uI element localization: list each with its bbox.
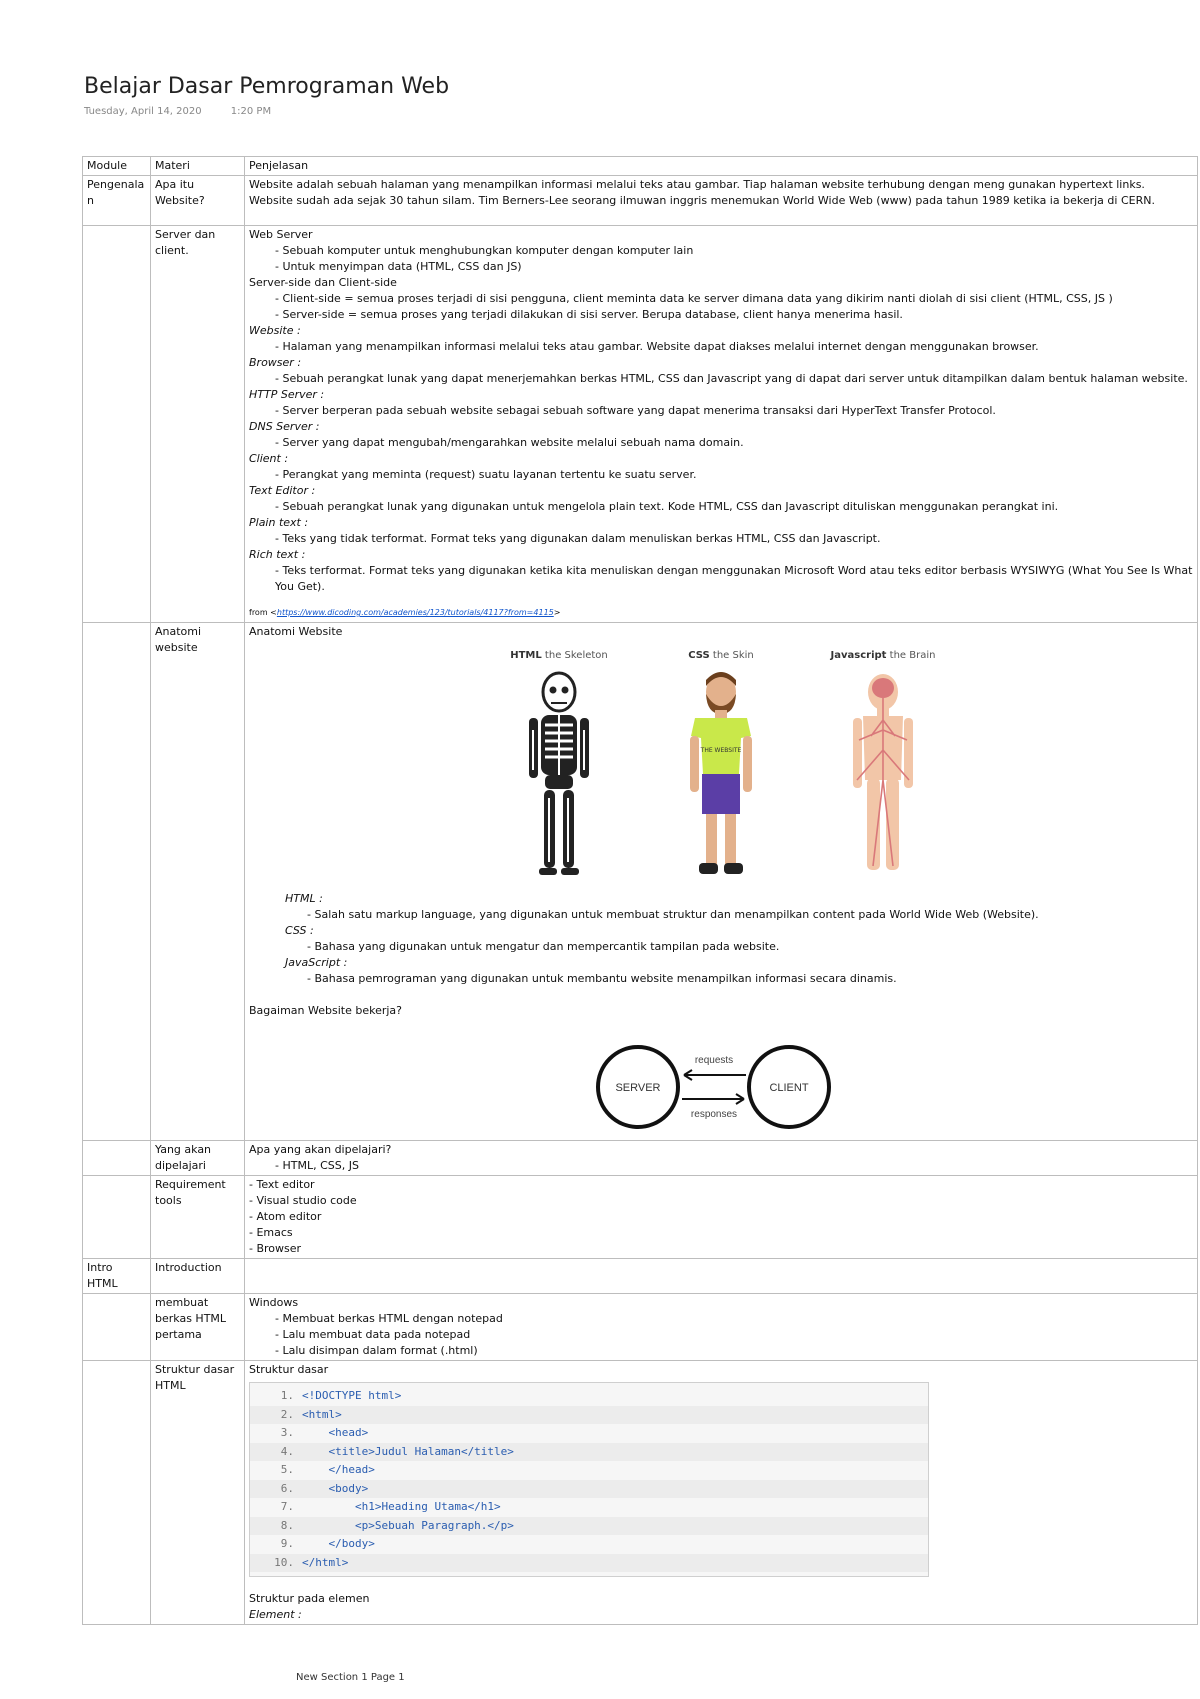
code-line bbox=[250, 1480, 928, 1499]
table-row bbox=[83, 1176, 1198, 1259]
materi-cell: Introduction bbox=[151, 1259, 245, 1294]
line-number: 3. bbox=[280, 1426, 294, 1439]
text-line: Struktur pada elemen bbox=[249, 1592, 370, 1605]
table-row bbox=[83, 1361, 1198, 1625]
text-line: - Atom editor bbox=[249, 1210, 322, 1223]
materi-cell: Apa itu Website? bbox=[151, 176, 245, 226]
col-header-materi: Materi bbox=[151, 157, 245, 176]
skeleton-illustration bbox=[511, 670, 607, 880]
page-date: Tuesday, April 14, 2020 bbox=[84, 106, 202, 117]
penjelasan-cell bbox=[245, 226, 1198, 623]
section-heading: Anatomi Website bbox=[249, 625, 343, 638]
figure-caption bbox=[491, 648, 627, 664]
penjelasan-cell bbox=[245, 1259, 1198, 1294]
text-line: - Emacs bbox=[249, 1226, 293, 1239]
text-line: - Teks yang tidak terformat. Format teks yang digunakan dalam menuliskan berkas HTML, CSS dan Javascript. bbox=[275, 532, 881, 545]
text-line: - Halaman yang menampilkan informasi melalui teks atau gambar. Website dapat diakses melalui internet dengan menggunakan browser. bbox=[275, 340, 1039, 353]
text-line: - Lalu membuat data pada notepad bbox=[275, 1328, 471, 1341]
client-server-diagram bbox=[249, 1037, 1193, 1137]
skin-illustration bbox=[673, 670, 769, 880]
text-line: - Bahasa yang digunakan untuk mengatur dan mempercantik tampilan pada website. bbox=[307, 940, 780, 953]
module-cell bbox=[83, 1176, 151, 1259]
text-line: - Server yang dapat mengubah/mengarahkan website melalui sebuah nama domain. bbox=[275, 436, 744, 449]
text-line: Windows bbox=[249, 1296, 299, 1309]
client-label: CLIENT bbox=[769, 1082, 809, 1094]
text-line: - Client-side = semua proses terjadi di sisi pengguna, client meminta data ke server dimana data yang dikirim nanti diolah di sisi client (HTML, CSS, JS ) bbox=[275, 292, 1113, 305]
code-text: <html> bbox=[302, 1407, 342, 1421]
requests-label: requests bbox=[694, 1055, 734, 1066]
code-line bbox=[250, 1424, 928, 1443]
table-row bbox=[83, 226, 1198, 623]
caption-bold: Javascript bbox=[830, 650, 887, 661]
term-label: Browser : bbox=[249, 356, 302, 369]
code-line bbox=[250, 1517, 928, 1536]
line-number: 5. bbox=[280, 1463, 294, 1476]
penjelasan-cell bbox=[245, 1294, 1198, 1361]
text-line: Bagaiman Website bekerja? bbox=[249, 1004, 402, 1017]
line-number: 4. bbox=[280, 1444, 294, 1458]
line-number: 9. bbox=[280, 1537, 294, 1550]
diagram-svg bbox=[596, 1037, 846, 1137]
term-label: HTTP Server : bbox=[249, 388, 325, 401]
code-line bbox=[250, 1535, 928, 1554]
penjelasan-cell bbox=[245, 176, 1198, 226]
text-line: - Membuat berkas HTML dengan notepad bbox=[275, 1312, 503, 1325]
text-line: Website sudah ada sejak 30 tahun silam. Tim Berners-Lee seorang ilmuwan inggris menemukan World Wide Web (www) pada tahun 1989 ketika ia bekerja di CERN. bbox=[249, 194, 1155, 207]
text-line: Server-side dan Client-side bbox=[249, 276, 397, 289]
term-label: DNS Server : bbox=[249, 420, 320, 433]
code-line bbox=[250, 1498, 928, 1517]
line-number: 2. bbox=[280, 1407, 294, 1421]
section-heading: Struktur dasar bbox=[249, 1363, 329, 1376]
term-label: Text Editor : bbox=[249, 484, 316, 497]
text-line: - Server berperan pada sebuah website sebagai sebuah software yang dapat menerima transaksi dari HyperText Transfer Protocol. bbox=[275, 404, 996, 417]
code-text: <h1>Heading Utama</h1> bbox=[302, 1500, 501, 1513]
page-time: 1:20 PM bbox=[230, 106, 272, 117]
table-row bbox=[83, 1259, 1198, 1294]
materi-cell: Requirement tools bbox=[151, 1176, 245, 1259]
server-label: SERVER bbox=[615, 1082, 661, 1094]
text-line: Apa yang akan dipelajari? bbox=[249, 1143, 392, 1156]
term-label: Element : bbox=[249, 1608, 302, 1621]
caption-bold: HTML bbox=[510, 650, 542, 661]
module-cell bbox=[83, 226, 151, 623]
shirt-text: THE WEBSITE bbox=[700, 747, 742, 754]
materi-cell: Struktur dasar HTML bbox=[151, 1361, 245, 1625]
caption-bold: CSS bbox=[688, 650, 710, 661]
code-text: <!DOCTYPE html> bbox=[302, 1389, 402, 1402]
brain-illustration bbox=[835, 670, 931, 880]
text-line: - Bahasa pemrograman yang digunakan untuk membantu website menampilkan informasi secara dinamis. bbox=[307, 972, 897, 985]
materi-cell: membuat berkas HTML pertama bbox=[151, 1294, 245, 1361]
figure-caption bbox=[653, 648, 789, 664]
code-text: <body> bbox=[302, 1481, 369, 1495]
text-line: Web Server bbox=[249, 228, 313, 241]
caption-rest: the Skin bbox=[709, 650, 754, 661]
line-number: 7. bbox=[280, 1500, 294, 1513]
code-text: <p>Sebuah Paragraph.</p> bbox=[302, 1518, 514, 1532]
source-link[interactable]: https://www.dicoding.com/academies/123/tutorials/4117?from=4115 bbox=[276, 608, 554, 617]
text-line: - Teks terformat. Format teks yang digunakan ketika kita menuliskan dengan menggunakan Microsoft Word atau teks editor berbasis WYSIWYG (What You See Is What You Get). bbox=[275, 564, 1193, 593]
code-text: </head> bbox=[302, 1463, 375, 1476]
code-text: <title>Judul Halaman</title> bbox=[302, 1444, 514, 1458]
text-line: - Salah satu markup language, yang digunakan untuk membuat struktur dan menampilkan content pada World Wide Web (Website). bbox=[307, 908, 1039, 921]
page-title: Belajar Dasar Pemrograman Web bbox=[84, 74, 450, 99]
text-line: - Sebuah perangkat lunak yang dapat menerjemahkan berkas HTML, CSS dan Javascript yang di dapat dari server untuk ditampilkan dalam bentuk halaman website. bbox=[275, 372, 1188, 385]
source-label: from < bbox=[249, 608, 277, 617]
anatomy-figures bbox=[249, 648, 1193, 885]
table-row bbox=[83, 623, 1198, 1141]
nervous-figure bbox=[815, 648, 951, 885]
line-number: 10. bbox=[274, 1555, 294, 1569]
module-cell bbox=[83, 623, 151, 1141]
table-header-row bbox=[83, 157, 1198, 176]
penjelasan-cell bbox=[245, 1141, 1198, 1176]
code-line bbox=[250, 1554, 928, 1573]
table-row bbox=[83, 176, 1198, 226]
term-label: JavaScript : bbox=[285, 956, 348, 969]
col-header-module: Module bbox=[83, 157, 151, 176]
text-line: - Sebuah komputer untuk menghubungkan komputer dengan komputer lain bbox=[275, 244, 694, 257]
source-reference bbox=[249, 605, 1193, 621]
caption-rest: the Skeleton bbox=[541, 650, 608, 661]
code-line bbox=[250, 1387, 928, 1406]
line-number: 1. bbox=[280, 1389, 294, 1402]
source-end: > bbox=[553, 608, 561, 617]
term-label: Plain text : bbox=[249, 516, 309, 529]
text-line: - Server-side = semua proses yang terjadi dilakukan di sisi server. Berupa database, client hanya menerima hasil. bbox=[275, 308, 903, 321]
notes-table bbox=[82, 156, 1198, 1625]
caption-rest: the Brain bbox=[886, 650, 936, 661]
text-line: - Text editor bbox=[249, 1178, 315, 1191]
table-row bbox=[83, 1141, 1198, 1176]
figure-caption bbox=[815, 648, 951, 664]
code-line bbox=[250, 1461, 928, 1480]
penjelasan-cell bbox=[245, 1361, 1198, 1625]
table-row bbox=[83, 1294, 1198, 1361]
code-line bbox=[250, 1443, 928, 1462]
person-figure bbox=[653, 648, 789, 885]
text-line: - Untuk menyimpan data (HTML, CSS dan JS) bbox=[275, 260, 522, 273]
code-text: </body> bbox=[302, 1537, 375, 1550]
module-cell bbox=[83, 1294, 151, 1361]
code-block bbox=[249, 1382, 929, 1577]
code-line bbox=[250, 1406, 928, 1425]
text-line: - Perangkat yang meminta (request) suatu layanan tertentu ke suatu server. bbox=[275, 468, 697, 481]
text-line: - HTML, CSS, JS bbox=[275, 1159, 359, 1172]
module-cell: Intro HTML bbox=[83, 1259, 151, 1294]
term-label: CSS : bbox=[285, 924, 314, 937]
penjelasan-cell bbox=[245, 1176, 1198, 1259]
line-number: 6. bbox=[280, 1481, 294, 1495]
text-line: - Sebuah perangkat lunak yang digunakan untuk mengelola plain text. Kode HTML, CSS dan Javascript dituliskan menggunakan perangkat ini. bbox=[275, 500, 1059, 513]
module-cell bbox=[83, 1361, 151, 1625]
term-label: HTML : bbox=[285, 892, 323, 905]
line-number: 8. bbox=[280, 1518, 294, 1532]
materi-cell: Yang akan dipelajari bbox=[151, 1141, 245, 1176]
page-footer: New Section 1 Page 1 bbox=[296, 1672, 405, 1683]
term-label: Client : bbox=[249, 452, 289, 465]
text-line: Website adalah sebuah halaman yang menampilkan informasi melalui teks atau gambar. Tiap halaman website terhubung dengan meng gunakan hypertext links. bbox=[249, 178, 1145, 191]
code-text: </html> bbox=[302, 1555, 349, 1569]
term-label: Website : bbox=[249, 324, 301, 337]
term-label: Rich text : bbox=[249, 548, 306, 561]
module-cell: Pengenalan bbox=[83, 176, 151, 226]
page-meta bbox=[84, 106, 297, 117]
responses-label: responses bbox=[690, 1109, 738, 1120]
module-cell bbox=[83, 1141, 151, 1176]
materi-cell: Server dan client. bbox=[151, 226, 245, 623]
code-text: <head> bbox=[302, 1426, 369, 1439]
text-line: - Browser bbox=[249, 1242, 302, 1255]
materi-cell: Anatomi website bbox=[151, 623, 245, 1141]
text-line: - Visual studio code bbox=[249, 1194, 357, 1207]
text-line: - Lalu disimpan dalam format (.html) bbox=[275, 1344, 478, 1357]
skeleton-figure bbox=[491, 648, 627, 885]
penjelasan-cell bbox=[245, 623, 1198, 1141]
col-header-penjelasan: Penjelasan bbox=[245, 157, 1198, 176]
